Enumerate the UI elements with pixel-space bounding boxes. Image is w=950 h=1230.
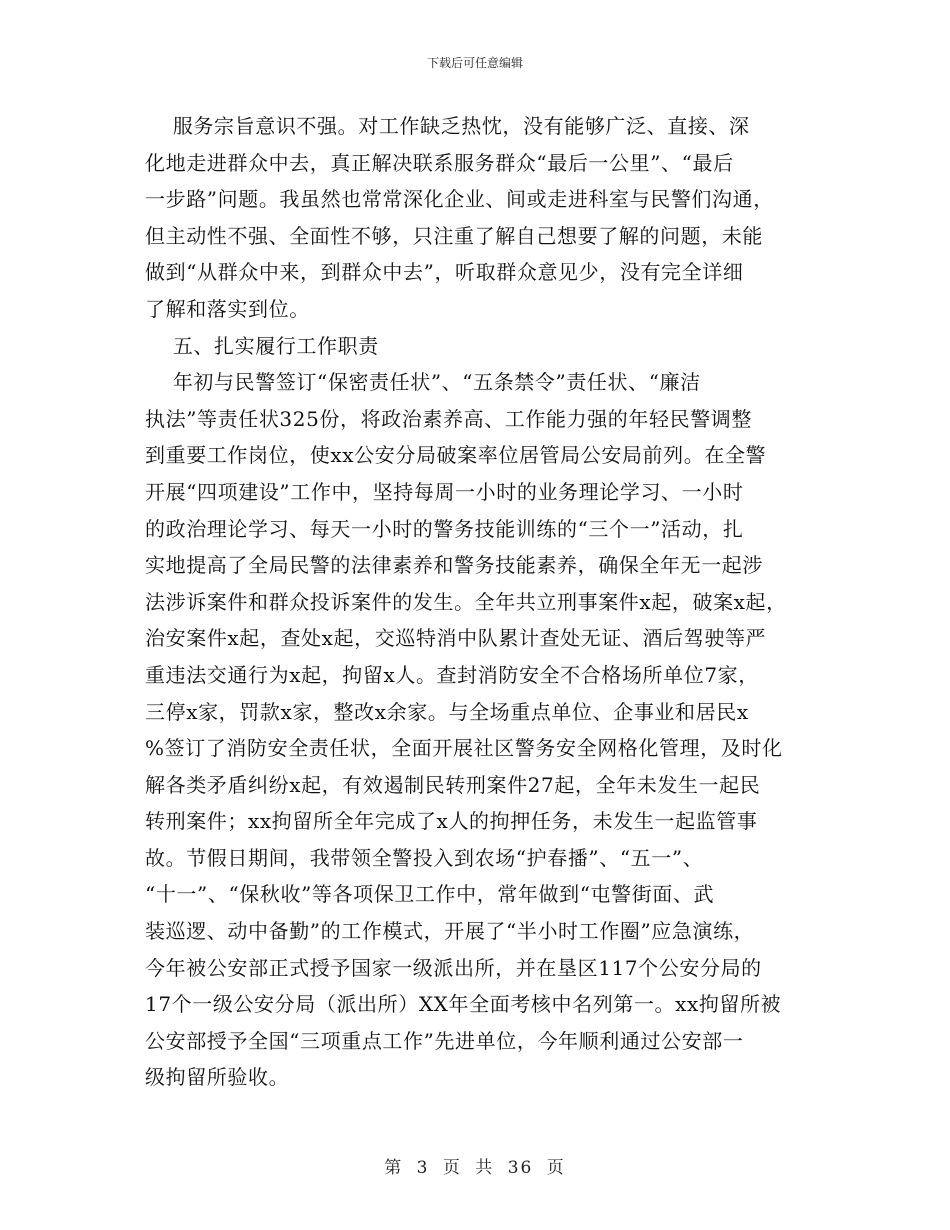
text-line: 年初与民警签订“保密责任状”、“五条禁令”责任状、“廉洁 <box>145 370 701 395</box>
text-line: 治安案件x起，查处x起，交巡特消中队累计查处无证、酒后驾驶等严 <box>145 626 767 651</box>
text-line: 故。节假日期间，我带领全警投入到农场“护春播”、“五一”、 <box>145 845 704 870</box>
text-line: “十一”、“保秋收”等各项保卫工作中，常年做到“屯警街面、武 <box>145 882 715 907</box>
text-line: 执法”等责任状325份，将政治素养高、工作能力强的年轻民警调整 <box>145 406 752 431</box>
text-line: %签订了消防安全责任状，全面开展社区警务安全网格化管理，及时化 <box>145 736 783 761</box>
page-number-footer: 第 3 页 共 36 页 <box>384 1158 566 1178</box>
text-line: 17个一级公安分局（派出所）XX年全面考核中名列第一。xx拘留所被 <box>145 992 782 1017</box>
text-line: 一步路”问题。我虽然也常常深化企业、间或走进科室与民警们沟通， <box>145 187 774 212</box>
text-line: 的政治理论学习、每天一小时的警务技能训练的“三个一”活动，扎 <box>145 516 744 541</box>
text-line: 法涉诉案件和群众投诉案件的发生。全年共立刑事案件x起，破案x起， <box>145 589 787 614</box>
text-line: 到重要工作岗位，使xx公安分局破案率位居管局公安局前列。在全警 <box>145 443 767 468</box>
text-line: 化地走进群众中去，真正解决联系服务群众“最后一公里”、“最后 <box>145 150 734 175</box>
text-line: 服务宗旨意识不强。对工作缺乏热忱，没有能够广泛、直接、深 <box>145 114 750 138</box>
text-line: 公安部授予全国“三项重点工作”先进单位，今年顺利通过公安部一 <box>145 1028 744 1053</box>
text-line: 重违法交通行为x起，拘留x人。查封消防安全不合格场所单位7家， <box>145 662 759 687</box>
section-heading: 五、扎实履行工作职责 <box>145 333 379 358</box>
text-line: 装巡逻、动中备勤”的工作模式，开展了“半小时工作圈”应急演练， <box>145 919 755 944</box>
page-header: 下载后可任意编辑 <box>426 56 523 70</box>
text-line: 解各类矛盾纠纷x起，有效遏制民转刑案件27起，全年未发生一起民 <box>145 772 761 797</box>
text-line: 实地提高了全局民警的法律素养和警务技能素养，确保全年无一起涉 <box>145 553 763 578</box>
document-body <box>145 108 815 1096</box>
text-line: 了解和落实到位。 <box>145 296 310 321</box>
text-line: 今年被公安部正式授予国家一级派出所，并在垦区117个公安分局的 <box>145 955 762 980</box>
text-line: 但主动性不强、全面性不够，只注重了解自己想要了解的问题，未能 <box>145 223 763 248</box>
text-line: 做到“从群众中来，到群众中去”，听取群众意见少，没有完全详细 <box>145 260 744 285</box>
text-line: 开展“四项建设”工作中，坚持每周一小时的业务理论学习、一小时 <box>145 479 744 504</box>
text-line: 级拘留所验收。 <box>145 1065 290 1090</box>
text-line: 三停x家，罚款x家，整改x余家。与全场重点单位、企事业和居民x <box>145 699 749 724</box>
text-line: 转刑案件；xx拘留所全年完成了x人的拘押任务，未发生一起监管事 <box>145 809 758 834</box>
